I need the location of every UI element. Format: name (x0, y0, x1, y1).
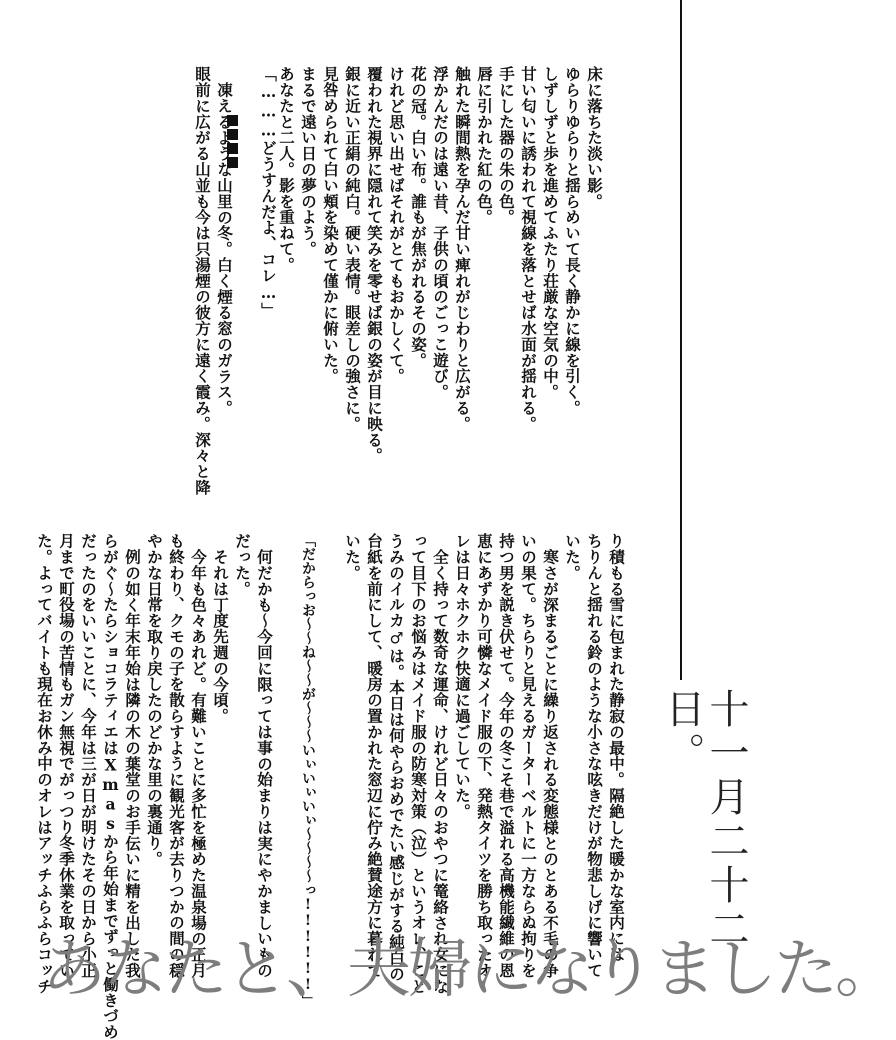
text-line: 凍えるような山里の冬。白く煙る窓のガラス。 (215, 81, 234, 416)
text-line: それは丁度先週の今頃。 (211, 548, 230, 724)
text-line: 台紙を前にして、暖房の置かれた窓辺に佇み絶賛途方に暮れて (365, 533, 384, 979)
text-line: 恵にあずかり可憐なメイド服の下、発熱タイツを勝ち取ったオ (475, 533, 494, 979)
text-line: だった。 (233, 533, 252, 597)
text-line: 触れた瞬間熱を孕んだ甘い痺れがじわりと広がる。 (453, 66, 472, 432)
text-line: けれど思い出せばそれがとてもおかしくて。 (387, 66, 406, 384)
line-spacer (235, 66, 257, 486)
text-line: 何だかも～今回に限っては事の始まりは実にやかましいもの (255, 548, 274, 978)
upper-main-text (275, 66, 605, 466)
text-line: やかな日常を取り戻したのどかな里の裏通り。 (145, 533, 164, 867)
upper-left-text (191, 66, 279, 496)
text-line: 手にした器の朱の色。 (497, 66, 516, 225)
text-line: いた。 (563, 533, 582, 581)
line-spacer (275, 533, 297, 933)
text-line: 覆われた視界に隠れて笑みを零せば銀の姿が目に映る。 (365, 66, 384, 464)
text-line: 花の冠。白い布。誰もが焦がれるその姿。 (409, 66, 428, 369)
text-line: 唇に引かれた紅の色。 (475, 66, 494, 225)
chapter-rule-line (680, 0, 682, 680)
text-line: ゆらりゆらりと揺らめいて長く静かに線を引く。 (563, 66, 582, 416)
text-line: うみのイルカ♂は。本日は何やらおめでたい感じがする純白の (387, 533, 406, 982)
text-line: あなたと二人。影を重ねて。 (277, 66, 296, 273)
text-line: レは日々ホクホク快適に過ごしていた。 (453, 533, 472, 820)
text-line: まるで遠い日の夢のよう。 (299, 66, 318, 257)
text-line: って目下のお悩みはメイド服の防寒対策（泣）というオレ、こと (409, 533, 428, 995)
text-line: 月まで町役場の苦情もガン無視でがっつり冬季休業を取ってい (57, 533, 76, 979)
text-line: も終わり、クモの子を散らすように観光客が去りつかの間の穏 (167, 533, 186, 979)
chapter-date: 十一月二十二日。 (659, 688, 749, 952)
text-line: 持つ男を説き伏せて。今年の冬こそ巷で溢れる高機能繊維の恩 (497, 533, 516, 979)
text-line: らがぐ～たらショコラティエはXmasから年始までずっと働きづめ (101, 533, 120, 1040)
text-line: 浮かんだのは遠い昔、子供の頃のごっこ遊び。 (431, 66, 450, 400)
text-line: 眼前に広がる山並も今は只湯煙の彼方に遠く霞み。深々と降 (193, 66, 212, 496)
text-line: いの果て。ちらりと見えるガーターベルトに一方ならぬ拘りを (519, 533, 538, 979)
text-line: しずしずと歩を進めてふたり荘厳な空気の中。 (541, 66, 560, 400)
text-line: 銀に近い正絹の純白。硬い表情。眼差しの強さに。 (343, 66, 362, 432)
text-line: 全く持って数奇な運命、けれど日々のおやつに篭絡され女にな (431, 548, 450, 994)
text-line: いた。 (343, 533, 362, 581)
text-line: 寒さが深まるごとに繰り返される変態様とのとある不毛の争 (541, 548, 560, 978)
text-line: だったのをいいことに、今年は三が日が明けたその日から小正 (79, 533, 98, 979)
dialogue-line: 「………どうすんだよ、コレ…」 (259, 66, 278, 319)
line-spacer (319, 533, 341, 933)
text-line: 床に落ちた淡い影。 (585, 66, 604, 210)
text-line: 見咎められて白い頬を染めて僅かに俯いた。 (321, 66, 340, 384)
text-line: 今年も色々あれど。有難いことに多忙を極めた温泉場の正月 (189, 548, 208, 978)
text-line: 例の如く年末年始は隣の木の葉堂のお手伝いに精を出した我 (123, 548, 142, 978)
dialogue-line: 「だからっお～～ね～～が～～～いぃいぃいぃ～～～～っ!!!!!!」 (300, 533, 316, 1007)
text-line: 甘い匂いに誘われて視線を落とせば水面が揺れる。 (519, 66, 538, 432)
text-line: ちりんと揺れる鈴のような小さな呟きだけが物悲しげに響いて (585, 533, 604, 979)
text-line: た。よってバイトも現在お休み中のオレはアッチふらふらコッチ (35, 533, 54, 995)
book-title: あなたと、夫婦になりました。 (42, 933, 896, 1007)
text-line: り積もる雪に包まれた静寂の最中。隔絶した暖かな室内には (607, 533, 626, 963)
